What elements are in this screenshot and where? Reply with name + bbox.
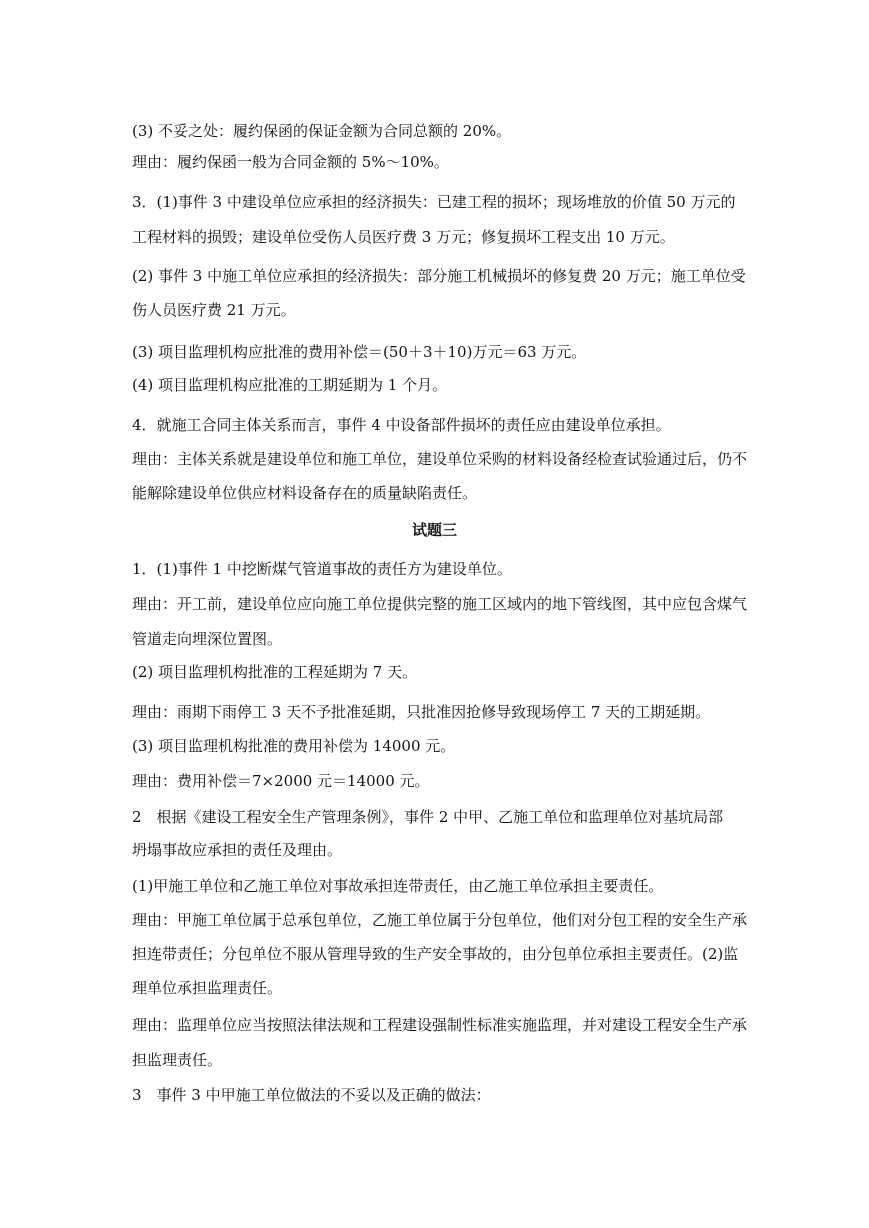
text-line: 理由：甲施工单位属于总承包单位，乙施工单位属于分包单位，他们对分包工程的安全生产承 (132, 911, 748, 929)
text-line: 理单位承担监理责任。 (132, 979, 283, 997)
text-line: 理由：雨期下雨停工 3 天不予批准延期，只批准因抢修导致现场停工 7 天的工期延期。 (132, 703, 711, 721)
text-line: (3) 项目监理机构应批准的费用补偿＝(50＋3＋10)万元＝63 万元。 (132, 343, 587, 361)
text-line: (2) 事件 3 中施工单位应承担的经济损失：部分施工机械损坏的修复费 20 万元；施工单位受 (132, 267, 746, 285)
text-line: 坍塌事故应承担的责任及理由。 (132, 841, 343, 859)
section-heading: 试题三 (411, 521, 457, 539)
text-line: 伤人员医疗费 21 万元。 (132, 301, 296, 319)
text-line: 担连带责任；分包单位不服从管理导致的生产安全事故的，由分包单位承担主要责任。(2)监 (132, 945, 739, 963)
text-line: 3．(1)事件 3 中建设单位应承担的经济损失：已建工程的损坏；现场堆放的价值 50 万元的 (132, 193, 736, 211)
text-line: 理由：开工前，建设单位应向施工单位提供完整的施工区域内的地下管线图，其中应包含煤气 (132, 595, 748, 613)
text-line: 理由：履约保函一般为合同金额的 5%～10%。 (132, 153, 449, 171)
text-line: 理由：费用补偿＝7×2000 元＝14000 元。 (132, 772, 430, 790)
text-line: 理由：主体关系就是建设单位和施工单位，建设单位采购的材料设备经检查试验通过后，仍不 (132, 450, 748, 468)
text-line: (4) 项目监理机构应批准的工期延期为 1 个月。 (132, 376, 448, 394)
text-line: 担监理责任。 (132, 1051, 223, 1069)
text-line: 工程材料的损毁；建设单位受伤人员医疗费 3 万元；修复损坏工程支出 10 万元。 (132, 228, 675, 246)
text-line: 3 事件 3 中甲施工单位做法的不妥以及正确的做法： (132, 1086, 491, 1104)
text-line: 2 根据《建设工程安全生产管理条例》，事件 2 中甲、乙施工单位和监理单位对基坑局部 (132, 808, 724, 826)
text-line: 1．(1)事件 1 中挖断煤气管道事故的责任方为建设单位。 (132, 560, 512, 578)
text-line: 4．就施工合同主体关系而言，事件 4 中设备部件损坏的责任应由建设单位承担。 (132, 416, 671, 434)
text-line: (3) 项目监理机构批准的费用补偿为 14000 元。 (132, 737, 456, 755)
text-line: (1)甲施工单位和乙施工单位对事故承担连带责任，由乙施工单位承担主要责任。 (132, 877, 664, 895)
text-line: (3) 不妥之处：履约保函的保证金额为合同总额的 20%。 (132, 122, 512, 140)
text-line: (2) 项目监理机构批准的工程延期为 7 天。 (132, 663, 418, 681)
text-line: 理由：监理单位应当按照法律法规和工程建设强制性标准实施监理，并对建设工程安全生产承 (132, 1016, 748, 1034)
text-line: 能解除建设单位供应材料设备存在的质量缺陷责任。 (132, 484, 478, 502)
text-line: 管道走向埋深位置图。 (132, 630, 283, 648)
